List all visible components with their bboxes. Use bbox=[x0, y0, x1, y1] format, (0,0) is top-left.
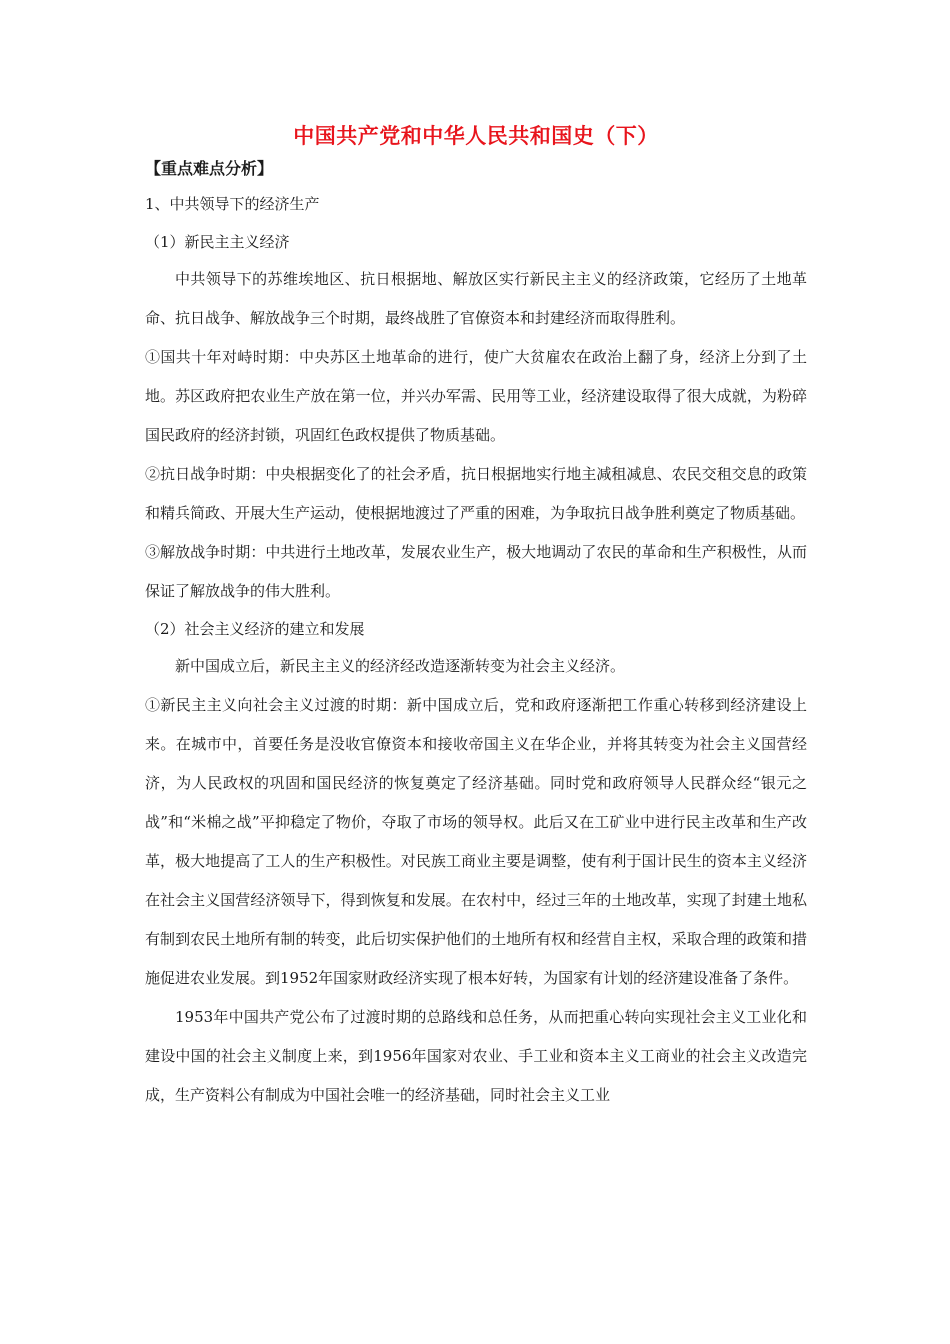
heading-economic-production: 1、中共领导下的经济生产 bbox=[145, 195, 320, 213]
document-page bbox=[145, 118, 807, 1115]
document-title: 中国共产党和中华人民共和国史（下） bbox=[293, 123, 659, 148]
section-heading: 【重点难点分析】 bbox=[145, 159, 274, 178]
paragraph-new-china: 新中国成立后，新民主主义的经济经改造逐渐转变为社会主义经济。 bbox=[175, 657, 626, 675]
paragraph-liberation-war: ③解放战争时期：中共进行土地改革，发展农业生产，极大地调动了农民的革命和生产积极性，从而保证了解放战争的伟大胜利。 bbox=[145, 543, 807, 600]
paragraph-transition-period: ①新民主主义向社会主义过渡的时期：新中国成立后，党和政府逐渐把工作重心转移到经济建设上来。在城市中，首要任务是没收官僚资本和接收帝国主义在华企业，并将其转变为社会主义国营经济，为人民政权的巩固和国民经济的恢复奠定了经济基础。同时党和政府领导人民群众经“银元之战”和“米棉之战”平抑稳定了物价，夺取了市场的领导权。此后又在工矿业中进行民主改革和生产改革，极大地提高了工人的生产积极性。对民族工商业主要是调整，使有利于国计民生的资本主义经济在社会主义国营经济领导下，得到恢复和发展。在农村中，经过三年的土地改革，实现了封建土地私有制到农民土地所有制的转变，此后切实保护他们的土地所有权和经营自主权，采取合理的政策和措施促进农业发展。到1952年国家财政经济实现了根本好转，为国家有计划的经济建设准备了条件。 bbox=[145, 696, 807, 987]
paragraph-anti-japanese-war: ②抗日战争时期：中央根据变化了的社会矛盾，抗日根据地实行地主减租减息、农民交租交息的政策和精兵简政、开展大生产运动，使根据地渡过了严重的困难，为争取抗日战争胜利奠定了物质基础。 bbox=[145, 465, 807, 522]
paragraph-ten-year-period: ①国共十年对峙时期：中央苏区土地革命的进行，使广大贫雇农在政治上翻了身，经济上分到了土地。苏区政府把农业生产放在第一位，并兴办军需、民用等工业，经济建设取得了很大成就，为粉碎国民政府的经济封锁，巩固红色政权提供了物质基础。 bbox=[145, 348, 807, 444]
paragraph-intro: 中共领导下的苏维埃地区、抗日根据地、解放区实行新民主主义的经济政策，它经历了土地革命、抗日战争、解放战争三个时期，最终战胜了官僚资本和封建经济而取得胜利。 bbox=[145, 270, 807, 327]
subheading-new-democratic-economy: （1）新民主主义经济 bbox=[145, 233, 290, 251]
paragraph-general-line: 1953年中国共产党公布了过渡时期的总路线和总任务，从而把重心转向实现社会主义工业化和建设中国的社会主义制度上来，到1956年国家对农业、手工业和资本主义工商业的社会主义改造完成，生产资料公有制成为中国社会唯一的经济基础，同时社会主义工业 bbox=[145, 1008, 807, 1104]
subheading-socialist-economy: （2）社会主义经济的建立和发展 bbox=[145, 620, 365, 638]
